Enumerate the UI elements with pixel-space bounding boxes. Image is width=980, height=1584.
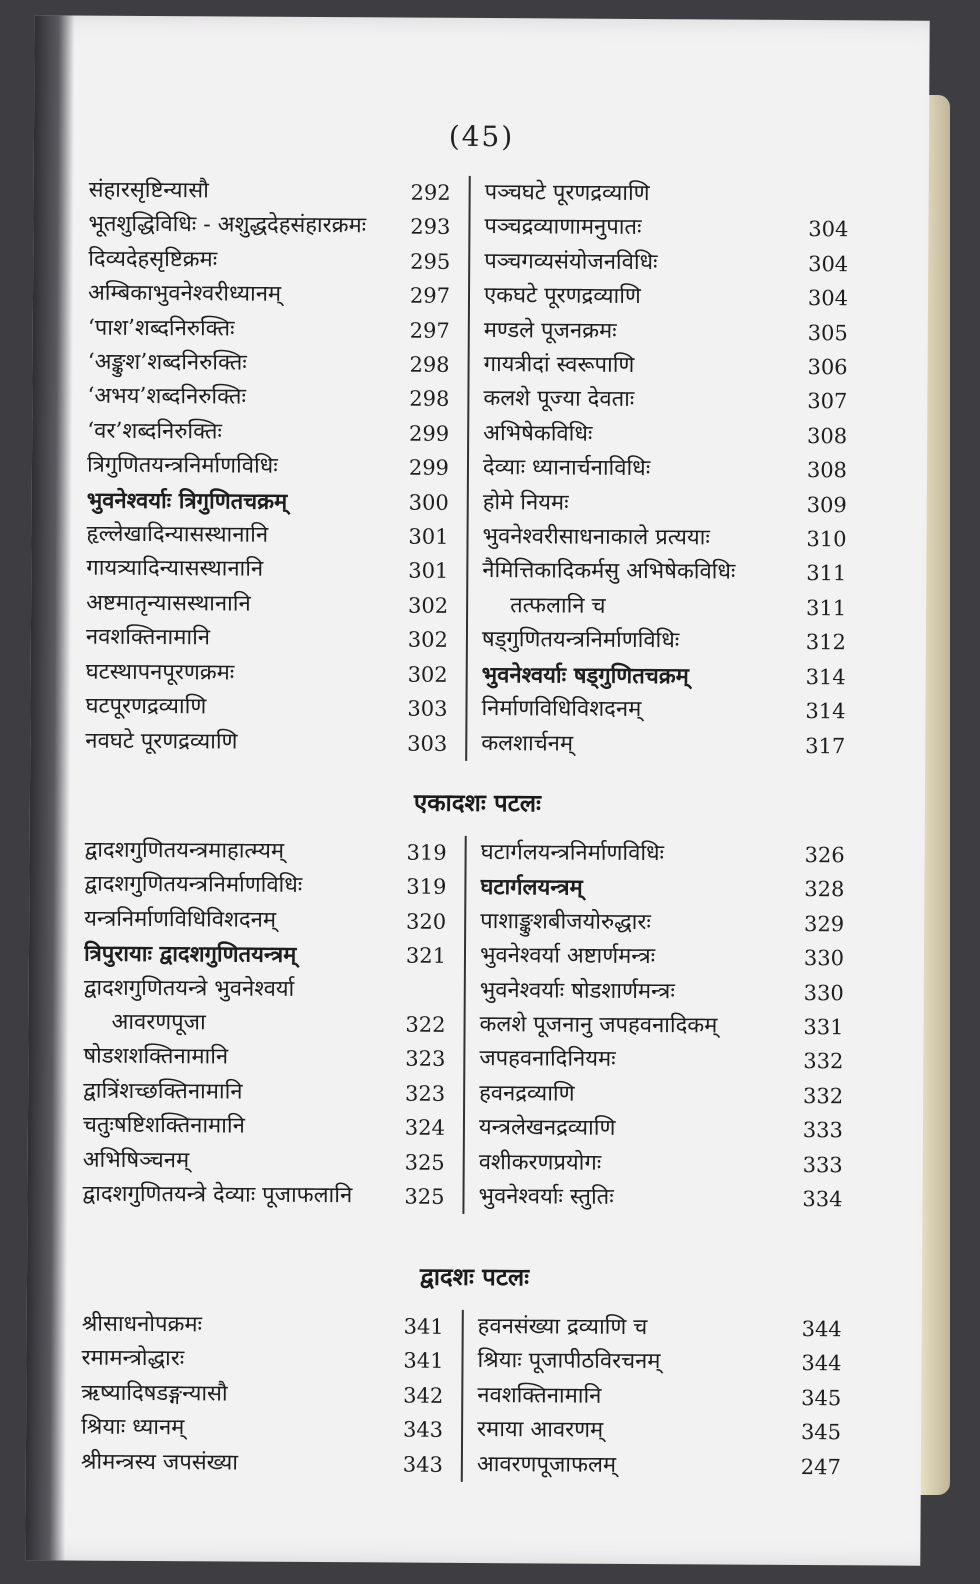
toc-entry: [86, 552, 448, 589]
toc-entry-title: एकघटे पूरणद्रव्याणि: [483, 283, 641, 310]
toc-entry-page: 325: [404, 1184, 445, 1209]
toc-entry-title: पाशाङ्कुशबीजयोरुद्धारः: [480, 908, 651, 935]
toc-entry: [478, 1310, 842, 1347]
toc-entry-page: 333: [802, 1118, 844, 1143]
toc-entry-page: 341: [403, 1348, 444, 1374]
toc-entry-title: भुवनेश्वर्याः स्तुतिः: [478, 1184, 614, 1210]
toc-entry: [483, 417, 847, 454]
toc-entry-title: संहारसृष्टिन्यासौ: [88, 177, 209, 204]
toc-entry-page: 343: [402, 1417, 444, 1443]
toc-entry-page: 301: [408, 524, 449, 549]
toc-entry-page: 303: [407, 696, 448, 721]
toc-entry-title: भुवनेश्वर्याः त्रिगुणितचक्रम्: [86, 487, 288, 515]
toc-entry-title: आवरणपूजाफलम्: [476, 1451, 617, 1478]
toc-entry: [477, 1379, 841, 1416]
toc-entry-page: 312: [805, 630, 846, 655]
toc-entry-title: कलशे पूजनानु जपहवनादिकम्: [479, 1012, 718, 1039]
toc-column-left: [85, 174, 469, 761]
toc-entry: [81, 1376, 443, 1413]
toc-entry-title: तत्फलानि च: [510, 593, 606, 619]
toc-entry-title: श्रियाः पूजापीठविरचनम्: [477, 1348, 661, 1375]
toc-entry-page: 293: [410, 214, 451, 240]
toc-entry-title: दिव्यदेहसृष्टिक्रमः: [88, 246, 218, 273]
toc-entry-page: 306: [807, 355, 848, 380]
toc-entry-page: 304: [808, 217, 849, 242]
toc-entry: [482, 520, 846, 557]
toc-entry-page: 321: [405, 943, 447, 969]
toc-column-right: [461, 1310, 842, 1484]
toc-entry-page: 314: [805, 699, 846, 724]
toc-entry-title: घटपूरणद्रव्याणि: [85, 693, 207, 720]
toc-entry-page: 317: [805, 733, 846, 758]
toc-entry-title: रमाया आवरणम्: [477, 1417, 604, 1443]
toc-entry-page: 307: [807, 389, 848, 414]
toc-entry-page: 343: [402, 1452, 443, 1477]
toc-entry-title: नवघटे पूरणद्रव्याणि: [85, 728, 238, 755]
toc-entry: [483, 451, 847, 488]
toc-entry-page: 305: [807, 320, 848, 345]
toc-entry-page: 323: [404, 1081, 446, 1106]
toc-entry-page: 292: [410, 180, 451, 205]
toc-entry: [480, 905, 844, 942]
toc-entry: [83, 1006, 445, 1043]
toc-entry: [81, 1411, 443, 1448]
toc-entry: [87, 483, 449, 520]
toc-section-1: [85, 174, 849, 764]
toc-entry: [481, 836, 845, 873]
toc-column-left: [81, 1308, 462, 1482]
toc-entry-title: कलशे पूज्या देवताः: [483, 386, 635, 413]
toc-entry-title: त्रिगुणितयन्त्रनिर्माणविधिः: [86, 452, 278, 480]
toc-entry-title: कलशार्चनम्: [481, 730, 574, 757]
toc-entry: [83, 1040, 445, 1077]
toc-entry: [83, 1074, 445, 1111]
toc-section-2: [82, 834, 844, 1217]
toc-entry-title: भुवनेश्वर्याः षोडशार्णमन्त्रः: [479, 977, 675, 1004]
toc-entry: [83, 1143, 445, 1180]
toc-entry: [88, 311, 450, 348]
toc-entry-page: 320: [406, 909, 447, 934]
toc-entry: [477, 1344, 841, 1381]
toc-entry-title: पञ्चद्रव्याणामनुपातः: [484, 214, 642, 241]
toc-entry-title: मण्डले पूजनक्रमः: [483, 317, 617, 344]
toc-entry-title: द्वादशगुणितयन्त्रे देव्याः पूजाफलानि: [82, 1181, 353, 1209]
toc-entry-title: ‘वर’शब्दनिरुक्तिः: [87, 418, 222, 445]
toc-entry-title: चतुःषष्टिशक्तिनामानि: [82, 1112, 245, 1139]
toc-entry-title: श्रियाः ध्यानम्: [81, 1414, 185, 1441]
toc-entry: [85, 724, 447, 761]
toc-entry-page: 319: [406, 874, 447, 900]
toc-entry-page: 325: [404, 1150, 445, 1175]
toc-entry: [88, 277, 450, 314]
toc-entry-title: जपहवनादिनियमः: [479, 1046, 616, 1073]
toc-entry-title: नवशक्तिनामानि: [85, 624, 211, 651]
toc-entry: [85, 834, 447, 871]
toc-entry-page: 304: [808, 251, 849, 277]
toc-entry-title: अम्बिकाभुवनेश्वरीध्यानम्: [87, 280, 282, 308]
chapter-heading-12: द्वादशः पटलः: [419, 1261, 530, 1292]
toc-entry: [481, 692, 845, 729]
toc-entry-page: 341: [403, 1314, 444, 1339]
toc-entry: [480, 939, 844, 976]
toc-entry: [482, 658, 846, 695]
toc-entry: [84, 902, 446, 939]
toc-entry: [483, 382, 847, 419]
toc-entry: [84, 971, 446, 1008]
toc-entry-title: घटार्गलयन्त्रम्: [480, 874, 583, 902]
toc-entry: [84, 868, 446, 905]
toc-entry: [82, 1178, 444, 1215]
toc-column-right: [465, 176, 849, 763]
toc-entry: [484, 314, 848, 351]
toc-entry-page: 308: [806, 458, 848, 483]
toc-entry: [86, 655, 448, 692]
toc-entry-page: 345: [800, 1420, 842, 1445]
toc-entry-page: 297: [409, 283, 451, 309]
toc-entry-page: 302: [407, 593, 449, 618]
toc-entry-title: ऋष्यादिषडङ्गन्यासौ: [81, 1380, 228, 1407]
toc-entry-page: 322: [405, 1012, 446, 1037]
toc-entry-page: 303: [407, 731, 448, 756]
toc-section-3: [81, 1308, 842, 1485]
toc-entry: [87, 414, 449, 451]
chapter-heading-11: एकादशः पटलः: [413, 787, 542, 818]
toc-entry-title: श्रीमन्त्रस्य जपसंख्या: [80, 1449, 239, 1476]
toc-entry-page: 309: [806, 492, 847, 517]
toc-entry: [479, 1077, 843, 1114]
toc-entry: [84, 937, 446, 974]
toc-entry: [484, 245, 848, 282]
toc-entry-page: 324: [404, 1115, 446, 1141]
toc-entry-title: घटार्गलयन्त्रनिर्माणविधिः: [480, 840, 665, 867]
toc-entry: [477, 1448, 841, 1485]
toc-entry: [88, 208, 450, 245]
toc-entry: [485, 176, 849, 213]
toc-entry-page: 298: [409, 352, 450, 377]
toc-entry-page: 328: [804, 877, 845, 902]
toc-entry-page: 295: [410, 249, 451, 274]
toc-entry-page: 334: [802, 1187, 843, 1212]
toc-entry: [479, 1146, 843, 1183]
toc-entry-page: 300: [408, 490, 449, 515]
toc-entry-title: हृल्लेखादिन्यासस्थानानि: [86, 521, 269, 548]
toc-entry: [82, 1308, 444, 1345]
toc-entry-page: 344: [801, 1316, 842, 1342]
toc-entry-title: यन्त्रनिर्माणविधिविशदनम्: [84, 906, 277, 933]
toc-entry: [483, 348, 847, 385]
toc-entry: [86, 621, 448, 658]
toc-entry: [482, 623, 846, 660]
page-number: (45): [448, 119, 515, 154]
toc-entry-title: नवशक्तिनामानि: [477, 1382, 602, 1409]
toc-entry-title: षड्गुणितयन्त्रनिर्माणविधिः: [481, 627, 680, 654]
toc-entry-page: 323: [405, 1047, 446, 1072]
toc-entry-page: 330: [803, 946, 845, 971]
toc-entry-title: वशीकरणप्रयोगः: [478, 1149, 602, 1176]
toc-entry: [484, 279, 848, 316]
toc-entry: [483, 486, 847, 523]
toc-entry-title: पञ्चगव्यसंयोजनविधिः: [484, 248, 658, 275]
toc-entry-title: पञ्चघटे पूरणद्रव्याणि: [484, 180, 650, 207]
toc-entry: [481, 727, 845, 764]
toc-entry: [480, 974, 844, 1011]
toc-entry-page: 345: [801, 1385, 842, 1411]
toc-entry: [482, 589, 846, 626]
toc-entry: [85, 690, 447, 727]
toc-entry-title: देव्याः ध्यानार्चनाविधिः: [482, 455, 651, 482]
toc-entry-page: 301: [408, 559, 449, 584]
toc-entry: [87, 449, 449, 486]
toc-entry-title: त्रिपुरायाः द्वादशगुणितयन्त्रम्: [83, 940, 297, 969]
toc-entry: [86, 586, 448, 623]
toc-entry-title: भुवनेश्वर्याः षड्गुणितचक्रम्: [481, 661, 689, 689]
toc-entry-title: द्वादशगुणितयन्त्रमाहात्म्यम्: [84, 837, 285, 864]
toc-entry-title: षोडशशक्तिनामानि: [83, 1044, 229, 1070]
toc-entry-title: होमे नियमः: [482, 489, 569, 516]
toc-entry-title: गायत्र्यादिन्यासस्थानानि: [86, 556, 264, 583]
toc-entry-page: 342: [403, 1383, 444, 1408]
toc-entry-page: 298: [409, 387, 450, 412]
toc-entry: [480, 870, 844, 907]
toc-entry-title: श्रीसाधनोपक्रमः: [81, 1311, 203, 1338]
toc-entry-page: 302: [407, 627, 448, 653]
toc-entry-title: रमामन्त्रोद्धारः: [81, 1345, 185, 1372]
toc-entry: [482, 554, 846, 591]
toc-entry: [81, 1342, 443, 1379]
toc-entry-page: 314: [805, 664, 846, 689]
toc-entry: [478, 1180, 842, 1217]
toc-entry-title: द्वादशगुणितयन्त्रनिर्माणविधिः: [84, 872, 303, 899]
toc-entry-title: हवनद्रव्याणि: [479, 1080, 575, 1107]
toc-entry: [86, 518, 448, 555]
toc-entry-title: ‘अभय’शब्दनिरुक्तिः: [87, 384, 247, 411]
toc-entry: [87, 380, 449, 417]
toc-entry-page: 319: [406, 840, 447, 865]
toc-entry-title: ‘अङ्कुश’शब्दनिरुक्तिः: [87, 349, 247, 376]
toc-entry-title: अभिषिञ्चनम्: [82, 1147, 190, 1173]
book-page: [25, 15, 929, 1565]
toc-entry: [89, 174, 451, 211]
toc-entry: [479, 1042, 843, 1079]
toc-entry-page: 308: [807, 423, 848, 449]
toc-entry-title: अष्टमातृन्यासस्थानानि: [86, 590, 251, 617]
toc-entry-title: आवरणपूजा: [111, 1009, 206, 1036]
toc-entry-title: निर्माणविधिविशदनम्: [481, 696, 642, 723]
toc-entry-title: यन्त्रलेखनद्रव्याणि: [478, 1115, 616, 1142]
toc-entry-page: 311: [805, 595, 847, 621]
toc-entry: [88, 346, 450, 383]
toc-entry-title: भूतशुद्धिविधिः - अशुद्धदेहसंहारक्रमः: [88, 212, 367, 239]
toc-entry-page: 299: [409, 421, 450, 446]
toc-entry-title: भुवनेश्वरीसाधनाकाले प्रत्ययाः: [482, 524, 710, 551]
toc-entry-title: द्वात्रिंशच्छक्तिनामानि: [83, 1078, 243, 1105]
toc-entry-page: 310: [806, 527, 847, 552]
toc-entry-page: 302: [407, 662, 448, 687]
toc-entry-title: हवनसंख्या द्रव्याणि च: [477, 1314, 648, 1341]
toc-entry-page: 299: [408, 455, 450, 481]
toc-entry-title: भुवनेश्वर्या अष्टार्णमन्त्रः: [479, 943, 656, 970]
toc-entry: [479, 1008, 843, 1045]
toc-entry-page: 331: [803, 1015, 844, 1040]
toc-entry: [83, 1109, 445, 1146]
toc-entry-page: 329: [804, 911, 845, 937]
toc-entry-page: 330: [803, 980, 844, 1005]
toc-entry-title: ‘पाश’शब्दनिरुक्तिः: [87, 315, 235, 342]
toc-entry-page: 344: [801, 1351, 842, 1376]
toc-entry-title: घटस्थापनपूरणक्रमः: [85, 659, 235, 686]
toc-column-left: [82, 834, 464, 1215]
toc-entry-title: अभिषेकविधिः: [483, 420, 593, 447]
toc-entry-page: 333: [802, 1152, 843, 1177]
toc-entry-page: 247: [800, 1454, 841, 1479]
toc-entry-page: 304: [807, 286, 849, 311]
toc-entry: [81, 1445, 443, 1482]
toc-entry-page: 311: [806, 561, 847, 586]
toc-column-right: [462, 836, 844, 1217]
toc-entry: [484, 210, 848, 247]
toc-entry-title: गायत्रीदां स्वरूपाणि: [483, 352, 635, 378]
toc-entry-page: 332: [802, 1083, 844, 1109]
toc-entry-title: नैमित्तिकादिकर्मसु अभिषेकविधिः: [482, 558, 736, 586]
toc-entry-page: 297: [409, 318, 450, 343]
toc-entry: [477, 1413, 841, 1450]
toc-entry-page: 332: [803, 1049, 844, 1074]
toc-entry-title: द्वादशगुणितयन्त्रे भुवनेश्वर्या: [83, 975, 295, 1002]
toc-entry: [479, 1111, 843, 1148]
toc-entry-page: 326: [804, 842, 845, 868]
toc-entry: [88, 242, 450, 279]
